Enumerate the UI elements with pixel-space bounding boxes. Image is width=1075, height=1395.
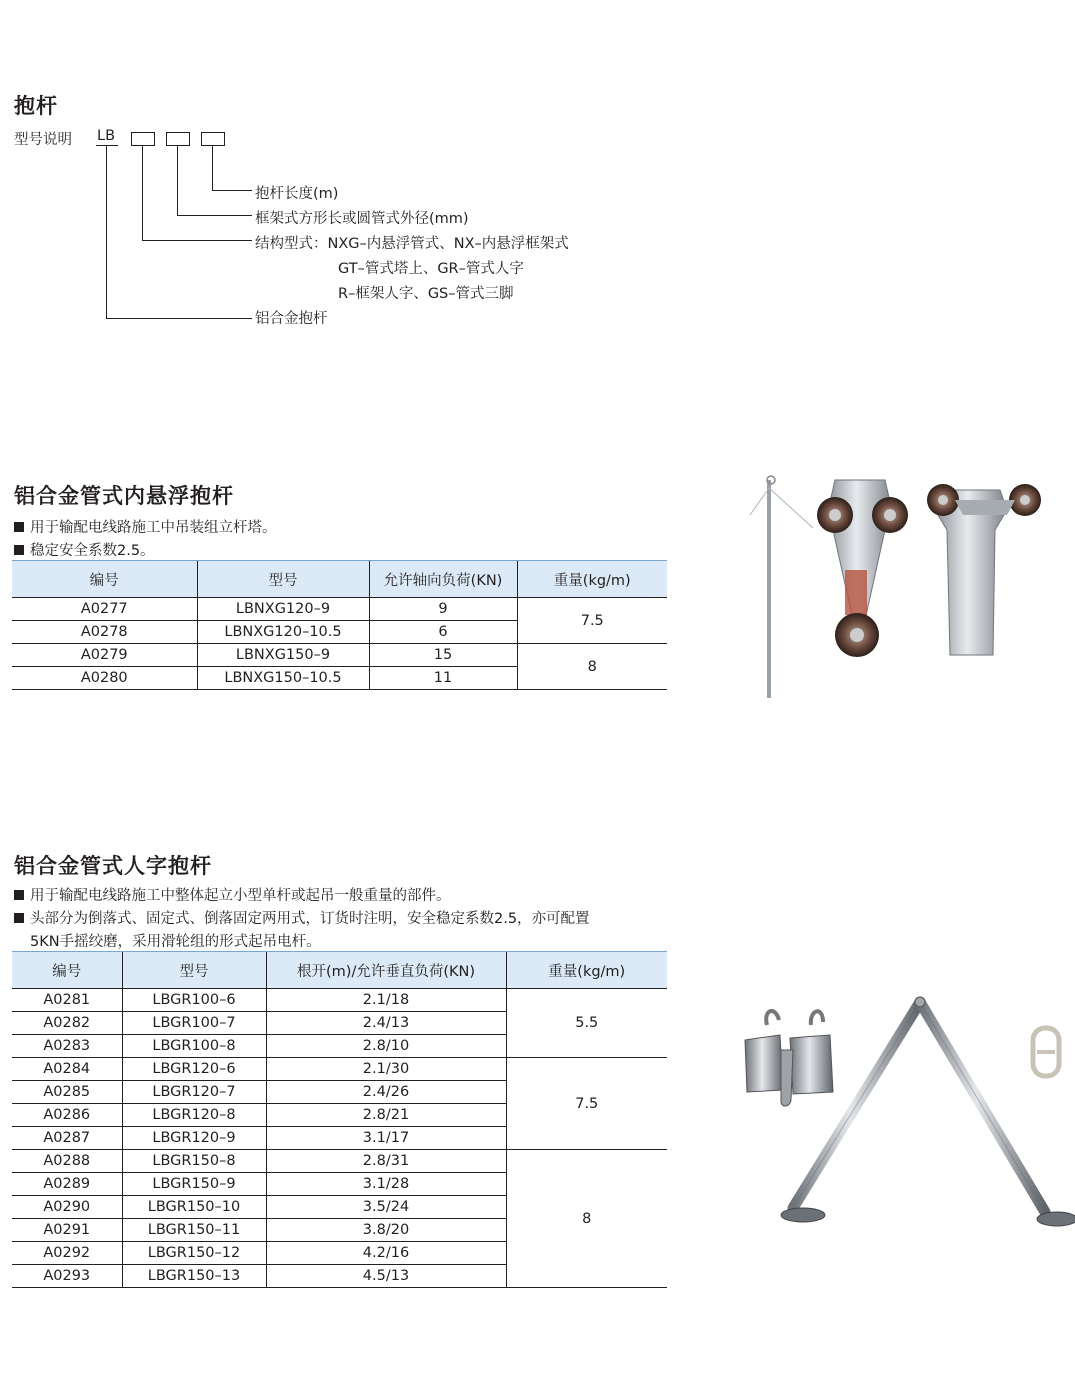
legend-structure-line2: GT–管式塔上、GR–管式人字 xyxy=(338,261,524,277)
weight-cell: 5.5 xyxy=(506,989,667,1058)
legend-size: 框架式方形长或圆管式外径(mm) xyxy=(255,211,469,227)
bullet-square-icon xyxy=(14,913,24,923)
bullet-square-icon xyxy=(14,522,24,532)
col-header-code: 编号 xyxy=(12,952,122,989)
table-row: A0291 LBGR150–11 3.8/20 xyxy=(12,1219,667,1242)
bullet-item-continued: 5KN手摇绞磨，采用滑轮组的形式起吊电杆。 xyxy=(30,934,321,950)
section-title-poles: 抱杆 xyxy=(14,94,58,118)
table-row: A0287 LBGR120–9 3.1/17 xyxy=(12,1127,667,1150)
bullet-item: 头部分为倒落式、固定式、倒落固定两用式，订货时注明，安全稳定系数2.5，亦可配置 xyxy=(14,907,590,928)
col-header-spread-load: 根开(m)/允许垂直负荷(KN) xyxy=(266,952,506,989)
bullet-square-icon xyxy=(14,545,24,555)
table-row: A0288 LBGR150–8 2.8/31 8 xyxy=(12,1150,667,1173)
legend-structure-line3: R–框架人字、GS–管式三脚 xyxy=(338,286,514,302)
table-row: A0281 LBGR100–6 2.1/18 5.5 xyxy=(12,989,667,1012)
table-row: A0278 LBNXG120–10.5 6 xyxy=(12,621,667,644)
inner-suspension-pole-photo xyxy=(745,470,1075,705)
bullet-item: 用于输配电线路施工中吊装组立杆塔。 xyxy=(14,516,277,537)
legend-length: 抱杆长度(m) xyxy=(255,186,339,202)
legend-aluminum-pole: 铝合金抱杆 xyxy=(255,311,328,327)
col-header-model: 型号 xyxy=(197,561,369,598)
table-row: A0283 LBGR100–8 2.8/10 xyxy=(12,1035,667,1058)
a-frame-spec-table xyxy=(12,951,667,1288)
weight-cell: 7.5 xyxy=(517,598,667,644)
code-box-structure xyxy=(131,132,155,146)
bullet-item: 稳定安全系数2.5。 xyxy=(14,539,155,560)
table-row: A0284 LBGR120–6 2.1/30 7.5 xyxy=(12,1058,667,1081)
legend-structure: 结构型式：NXG–内悬浮管式、NX–内悬浮框架式 xyxy=(255,236,569,252)
table-row: A0290 LBGR150–10 3.5/24 xyxy=(12,1196,667,1219)
bullet-item: 用于输配电线路施工中整体起立小型单杆或起吊一般重量的部件。 xyxy=(14,884,451,905)
a-frame-pole-photo xyxy=(735,990,1075,1235)
col-header-code: 编号 xyxy=(12,561,197,598)
table-header-row xyxy=(12,952,667,989)
col-header-model: 型号 xyxy=(122,952,266,989)
table-row: A0289 LBGR150–9 3.1/28 xyxy=(12,1173,667,1196)
table-row: A0293 LBGR150–13 4.5/13 xyxy=(12,1265,667,1288)
col-header-load: 允许轴向负荷(KN) xyxy=(369,561,517,598)
table-row: A0282 LBGR100–7 2.4/13 xyxy=(12,1012,667,1035)
code-box-size xyxy=(166,132,190,146)
table-header-row xyxy=(12,561,667,598)
table-row: A0292 LBGR150–12 4.2/16 xyxy=(12,1242,667,1265)
table-row: A0280 LBNXG150–10.5 11 xyxy=(12,667,667,690)
model-description-label: 型号说明 xyxy=(14,132,72,148)
table-row: A0286 LBGR120–8 2.8/21 xyxy=(12,1104,667,1127)
section-title-a-frame: 铝合金管式人字抱杆 xyxy=(14,854,212,878)
col-header-weight: 重量(kg/m) xyxy=(506,952,667,989)
table-row: A0279 LBNXG150–9 15 8 xyxy=(12,644,667,667)
code-box-length xyxy=(201,132,225,146)
table-row: A0277 LBNXG120–9 9 7.5 xyxy=(12,598,667,621)
section-title-inner-suspension: 铝合金管式内悬浮抱杆 xyxy=(14,484,234,508)
bullet-square-icon xyxy=(14,890,24,900)
model-prefix: LB xyxy=(97,128,116,144)
inner-suspension-spec-table xyxy=(12,560,667,690)
weight-cell: 7.5 xyxy=(506,1058,667,1150)
col-header-weight: 重量(kg/m) xyxy=(517,561,667,598)
weight-cell: 8 xyxy=(506,1150,667,1288)
table-row: A0285 LBGR120–7 2.4/26 xyxy=(12,1081,667,1104)
weight-cell: 8 xyxy=(517,644,667,690)
